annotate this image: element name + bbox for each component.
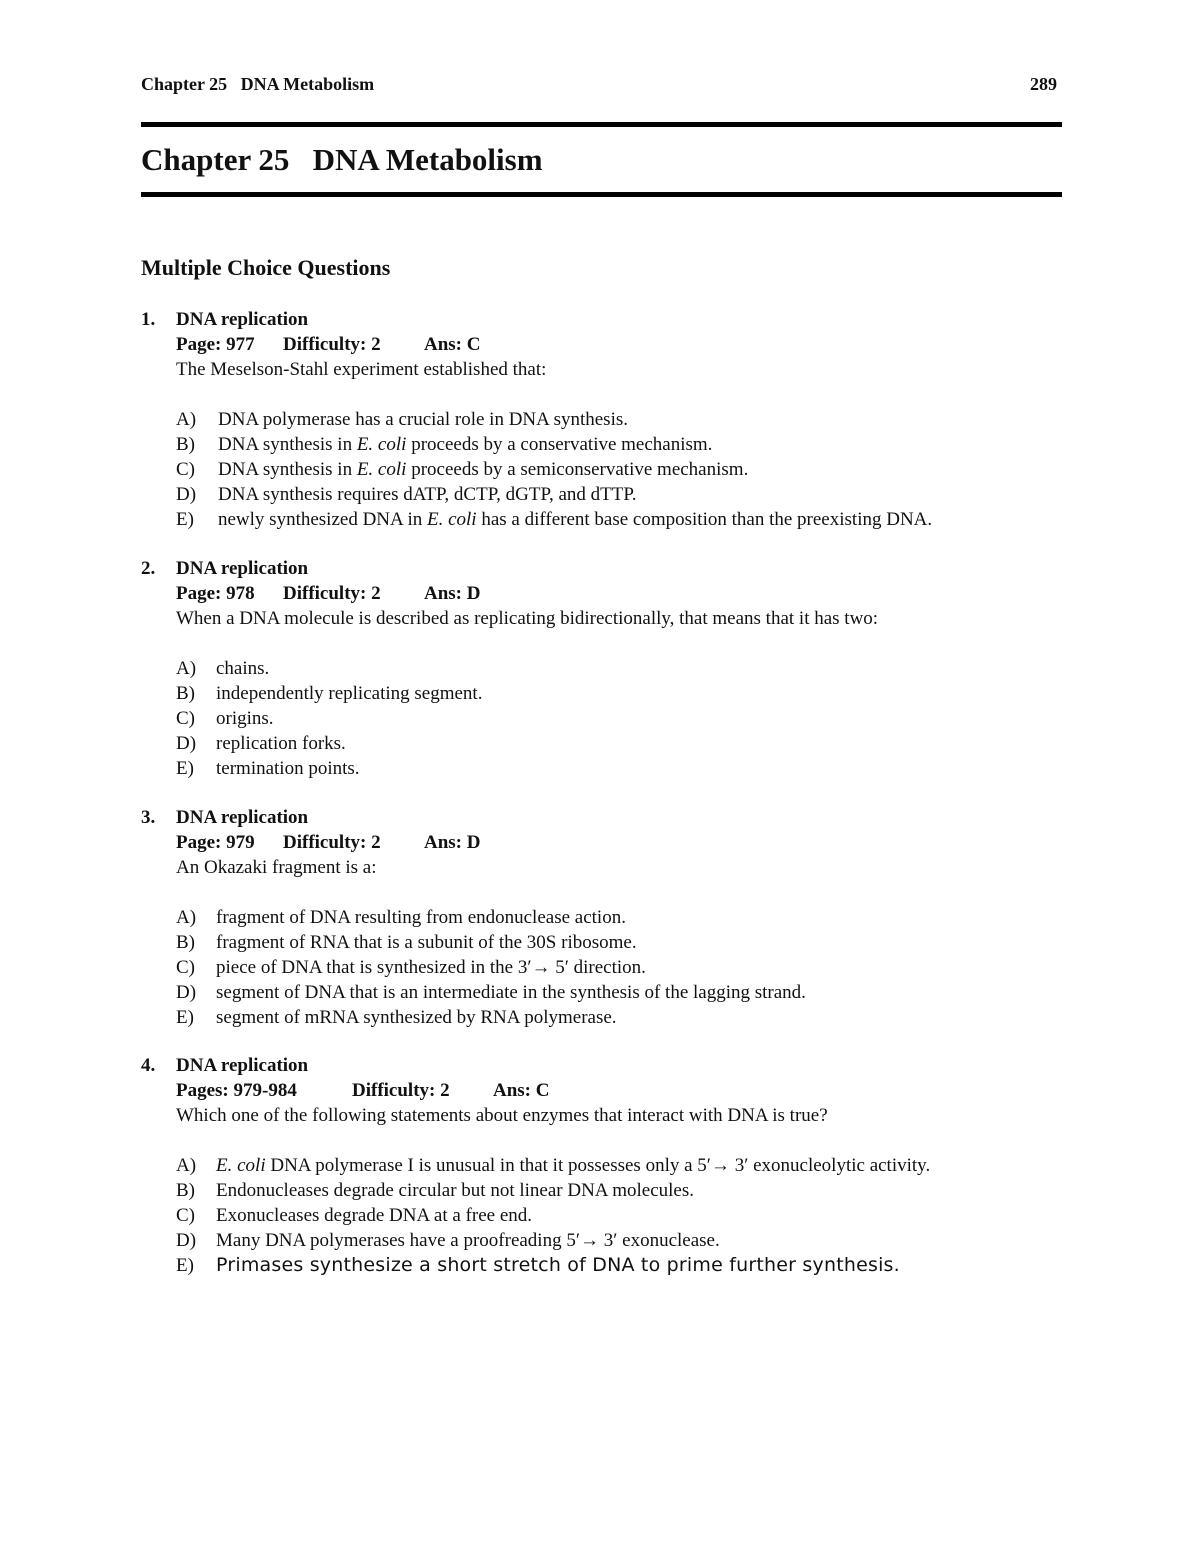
- option-b: [176, 681, 1061, 706]
- option-text: DNA synthesis in E. coli proceeds by a conservative mechanism.: [218, 434, 713, 455]
- running-header: [141, 72, 1061, 96]
- question-number: 3.: [141, 807, 156, 828]
- question-meta: [176, 581, 1061, 606]
- question-topic: DNA replication: [176, 807, 309, 828]
- section-title: Multiple Choice Questions: [141, 255, 391, 280]
- question-answer: Ans: D: [424, 583, 481, 604]
- option-text: DNA synthesis requires dATP, dCTP, dGTP, and dTTP.: [218, 484, 637, 505]
- running-header-title: Chapter 25 DNA Metabolism: [141, 74, 375, 94]
- question-stem: The Meselson-Stahl experiment established that:: [176, 359, 547, 380]
- question-answer: Ans: C: [424, 334, 481, 355]
- option-text: fragment of RNA that is a subunit of the 30S ribosome.: [216, 932, 637, 953]
- option-text: newly synthesized DNA in E. coli has a different base composition than the preexisting DNA.: [218, 509, 933, 530]
- option-c: [176, 1203, 1061, 1228]
- question-body: [176, 556, 1061, 781]
- option-d: [176, 482, 1061, 507]
- option-text: termination points.: [216, 758, 360, 779]
- option-text: Many DNA polymerases have a proofreading 5′→ 3′ exonuclease.: [216, 1230, 720, 1251]
- option-letter: C): [176, 708, 195, 729]
- option-e: [176, 1253, 1061, 1278]
- question-page: Page: 977: [176, 334, 255, 355]
- question-meta: [176, 830, 1061, 855]
- option-text: origins.: [216, 708, 274, 729]
- option-d: [176, 1228, 1061, 1253]
- option-letter: E): [176, 1007, 194, 1028]
- option-b: [176, 930, 1061, 955]
- option-letter: C): [176, 459, 195, 480]
- option-text: Endonucleases degrade circular but not linear DNA molecules.: [216, 1180, 694, 1201]
- page-number: 289: [1030, 74, 1057, 94]
- option-text: fragment of DNA resulting from endonuclease action.: [216, 907, 626, 928]
- option-text: replication forks.: [216, 733, 346, 754]
- option-c: [176, 457, 1061, 482]
- question-difficulty: Difficulty: 2: [283, 334, 381, 355]
- option-e: [176, 507, 1061, 532]
- option-letter: A): [176, 409, 197, 430]
- question-page: Pages: 979-984: [176, 1080, 297, 1101]
- question-topic: DNA replication: [176, 558, 309, 579]
- question-body: [176, 307, 1061, 532]
- title-rule-top: [141, 122, 1062, 127]
- question-meta: [176, 332, 1061, 357]
- option-text: independently replicating segment.: [216, 683, 483, 704]
- option-b: [176, 1178, 1061, 1203]
- question-page: Page: 979: [176, 832, 255, 853]
- question-number: 4.: [141, 1055, 156, 1076]
- option-letter: B): [176, 434, 195, 455]
- option-letter: A): [176, 907, 197, 928]
- option-c: [176, 955, 1061, 980]
- option-a: [176, 1153, 1061, 1178]
- option-d: [176, 731, 1061, 756]
- question-topic: DNA replication: [176, 309, 309, 330]
- question-difficulty: Difficulty: 2: [283, 583, 381, 604]
- option-letter: A): [176, 658, 197, 679]
- option-letter: D): [176, 733, 197, 754]
- question-number: 2.: [141, 558, 156, 579]
- option-e: [176, 1005, 1061, 1030]
- option-a: [176, 407, 1061, 432]
- question-body: [176, 805, 1061, 1030]
- question-stem: When a DNA molecule is described as replicating bidirectionally, that means that it has two:: [176, 608, 879, 629]
- option-letter: E): [176, 509, 194, 530]
- option-letter: E): [176, 758, 194, 779]
- question-topic: DNA replication: [176, 1055, 309, 1076]
- option-text: DNA synthesis in E. coli proceeds by a semiconservative mechanism.: [218, 459, 749, 480]
- option-d: [176, 980, 1061, 1005]
- question-answer: Ans: C: [493, 1080, 550, 1101]
- question-number: 1.: [141, 309, 156, 330]
- question-answer: Ans: D: [424, 832, 481, 853]
- option-text: segment of DNA that is an intermediate in the synthesis of the lagging strand.: [216, 982, 806, 1003]
- option-text: segment of mRNA synthesized by RNA polymerase.: [216, 1007, 617, 1028]
- option-letter: D): [176, 1230, 197, 1251]
- option-b: [176, 432, 1061, 457]
- option-text: DNA polymerase has a crucial role in DNA synthesis.: [218, 409, 628, 430]
- option-text: chains.: [216, 658, 270, 679]
- option-text: Exonucleases degrade DNA at a free end.: [216, 1205, 532, 1226]
- question-difficulty: Difficulty: 2: [352, 1080, 450, 1101]
- question-body: [176, 1053, 1061, 1278]
- option-letter: D): [176, 484, 197, 505]
- question-stem: An Okazaki fragment is a:: [176, 857, 377, 878]
- option-c: [176, 706, 1061, 731]
- option-letter: E): [176, 1255, 194, 1276]
- question-page: Page: 978: [176, 583, 255, 604]
- option-a: [176, 656, 1061, 681]
- chapter-title: Chapter 25 DNA Metabolism: [141, 142, 543, 177]
- option-letter: B): [176, 932, 195, 953]
- option-a: [176, 905, 1061, 930]
- option-letter: B): [176, 1180, 195, 1201]
- title-rule-bottom: [141, 192, 1062, 197]
- option-letter: C): [176, 957, 195, 978]
- option-letter: A): [176, 1155, 197, 1176]
- question-difficulty: Difficulty: 2: [283, 832, 381, 853]
- question-meta: [176, 1078, 1061, 1103]
- option-text: piece of DNA that is synthesized in the 3′→ 5′ direction.: [216, 957, 646, 978]
- option-letter: D): [176, 982, 197, 1003]
- option-text: Primases synthesize a short stretch of DNA to prime further synthesis.: [216, 1254, 900, 1276]
- option-letter: C): [176, 1205, 195, 1226]
- option-text: E. coli DNA polymerase I is unusual in that it possesses only a 5′→ 3′ exonucleolytic activity.: [216, 1155, 931, 1176]
- option-letter: B): [176, 683, 195, 704]
- option-e: [176, 756, 1061, 781]
- question-stem: Which one of the following statements about enzymes that interact with DNA is true?: [176, 1105, 828, 1126]
